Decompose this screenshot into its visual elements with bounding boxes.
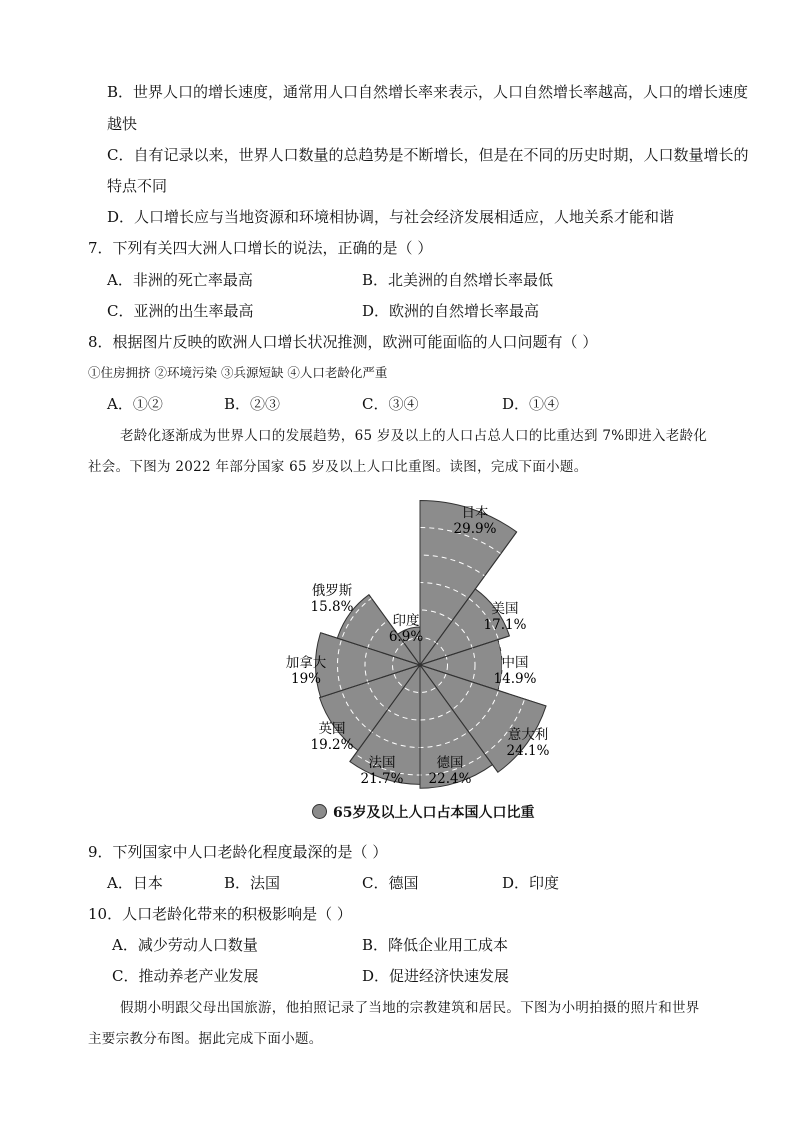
q10-option-b: B．降低企业用工成本 [362,936,509,954]
passage1-line1: 老龄化逐渐成为世界人口的发展趋势，65 岁及以上的人口占总人口的比重达到 7%即进入老龄化 [120,428,708,444]
q8-option-d: D．①④ [502,395,560,413]
sector-label-name: 日本 [461,505,489,521]
legend-label: 65岁及以上人口占本国人口比重 [333,805,535,821]
q7-option-b: B．北美洲的自然增长率最低 [362,271,554,289]
q8-option-a: A．①② [107,395,163,413]
q10-option-a: A．减少劳动人口数量 [112,936,258,954]
passage1-line2: 社会。下图为 2022 年部分国家 65 岁及以上人口比重图。读图，完成下面小题。 [88,459,588,475]
q8-items: ①住房拥挤 ②环境污染 ③兵源短缺 ④人口老龄化严重 [88,365,388,380]
sector-label-value: 21.7% [360,771,404,787]
q7-option-a: A．非洲的死亡率最高 [107,271,253,289]
sector-label-name: 印度 [392,613,420,629]
sector-label-name: 美国 [491,601,519,617]
q9-option-b: B．法国 [224,874,281,892]
q10-option-c: C．推动养老产业发展 [112,967,259,985]
q10-option-d: D．促进经济快速发展 [362,967,510,985]
aging-rose-chart [270,495,570,825]
sector-label-value: 19% [290,671,322,687]
chart-legend [312,802,534,822]
sector-label-value: 19.2% [310,737,354,753]
passage2-line1: 假期小明跟父母出国旅游，他拍照记录了当地的宗教建筑和居民。下图为小明拍摄的照片和世界 [120,1000,700,1016]
option-b-line1: B．世界人口的增长速度，通常用人口自然增长率来表示，人口自然增长率越高，人口的增长速度 [107,83,749,101]
q9-option-c: C．德国 [362,874,419,892]
sector-label-value: 6.9% [388,629,424,645]
sector-label-name: 意大利 [507,727,549,743]
sector-label-name: 加拿大 [285,655,327,671]
q9-stem: 9．下列国家中人口老龄化程度最深的是（ ） [88,843,388,861]
sector-label-value: 24.1% [506,743,550,759]
q10-stem: 10．人口老龄化带来的积极影响是（ ） [88,905,352,923]
q9-option-d: D．印度 [502,874,560,892]
q7-stem: 7．下列有关四大洲人口增长的说法，正确的是（ ） [88,239,433,257]
sector-label-name: 德国 [436,755,464,771]
sector-label-name: 中国 [501,655,529,671]
q8-stem: 8．根据图片反映的欧洲人口增长状况推测，欧洲可能面临的人口问题有（ ） [88,333,598,351]
q9-option-a: A．日本 [107,874,163,892]
sector-label-name: 英国 [318,721,346,737]
rose-chart-svg [270,495,570,825]
sector-label-name: 俄罗斯 [311,583,353,599]
legend-marker [312,804,327,819]
q8-option-b: B．②③ [224,395,281,413]
q8-option-c: C．③④ [362,395,419,413]
sector-label-value: 17.1% [483,617,527,633]
option-c-line1: C．自有记录以来，世界人口数量的总趋势是不断增长，但是在不同的历史时期，人口数量增长的 [107,146,749,164]
passage2-line2: 主要宗教分布图。据此完成下面小题。 [88,1031,323,1047]
option-c-line2: 特点不同 [107,177,168,195]
option-d: D．人口增长应与当地资源和环境相协调，与社会经济发展相适应，人地关系才能和谐 [107,208,675,226]
q7-option-c: C．亚洲的出生率最高 [107,302,254,320]
sector-label-value: 29.9% [453,521,497,537]
sector-label-value: 15.8% [310,599,354,615]
q7-option-d: D．欧洲的自然增长率最高 [362,302,540,320]
sector-label-name: 法国 [368,755,396,771]
sector-label-value: 14.9% [493,671,537,687]
option-b-line2: 越快 [107,115,138,133]
sector-label-value: 22.4% [428,771,472,787]
